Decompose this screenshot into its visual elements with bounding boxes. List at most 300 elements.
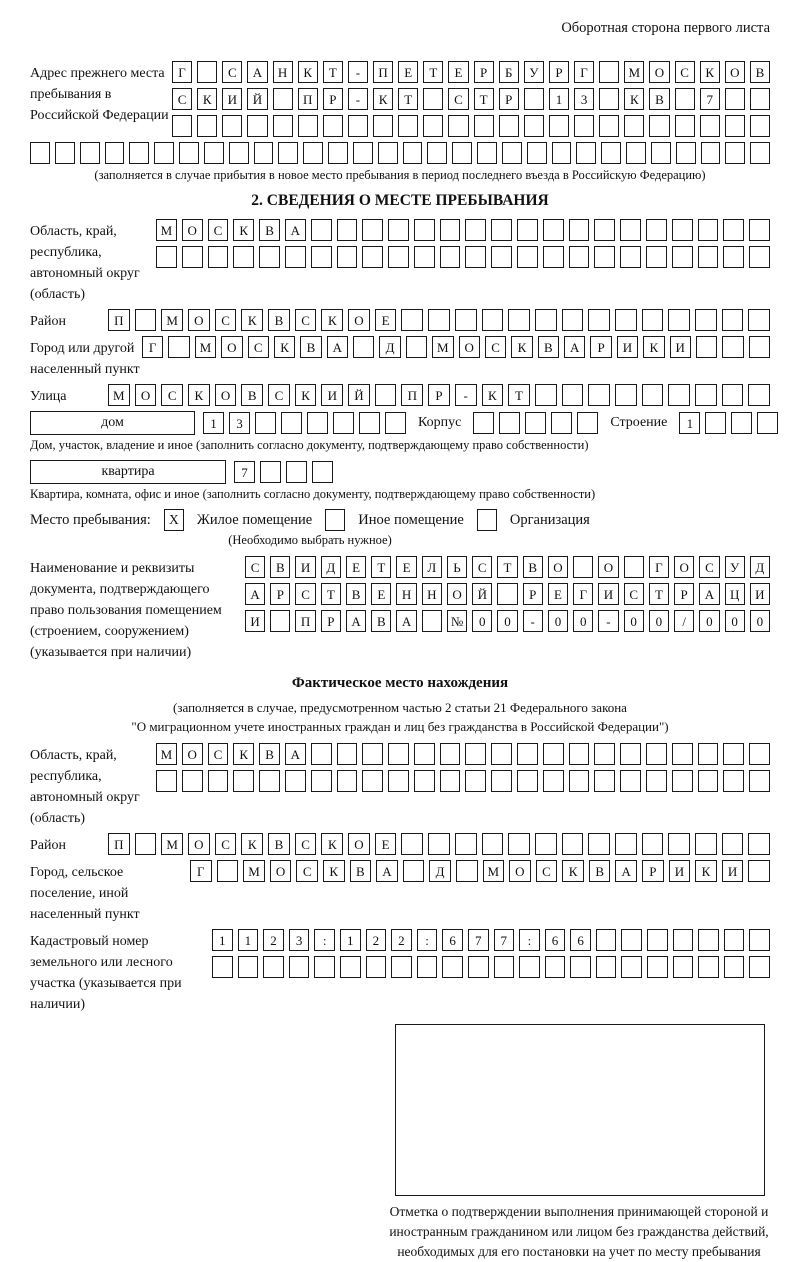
char-box <box>705 412 726 434</box>
char-box <box>154 142 174 164</box>
char-box <box>620 770 641 792</box>
char-box <box>333 412 354 434</box>
char-box <box>388 743 409 765</box>
char-box <box>278 142 298 164</box>
char-box <box>340 956 361 978</box>
char-box <box>105 142 125 164</box>
ownership-document-block <box>30 556 770 663</box>
apartment-row <box>30 460 770 484</box>
char-box <box>698 743 719 765</box>
char-box: Л <box>422 556 442 578</box>
char-box <box>233 770 254 792</box>
char-box: О <box>649 61 669 83</box>
char-box: Д <box>429 860 451 882</box>
char-box <box>668 833 690 855</box>
char-box: У <box>524 61 544 83</box>
char-row <box>108 833 770 855</box>
char-box: М <box>156 743 177 765</box>
char-box <box>700 115 720 137</box>
char-box: Й <box>472 583 492 605</box>
char-box <box>474 115 494 137</box>
char-box: Б <box>499 61 519 83</box>
char-box: Р <box>270 583 290 605</box>
char-box <box>362 246 383 268</box>
char-box: В <box>589 860 611 882</box>
char-box <box>204 142 224 164</box>
char-box <box>646 219 667 241</box>
zhiloe-label: Жилое помещение <box>196 511 313 528</box>
char-box: И <box>222 88 242 110</box>
char-box <box>642 833 664 855</box>
char-box: : <box>519 929 540 951</box>
char-box: 0 <box>649 610 669 632</box>
char-box <box>508 309 530 331</box>
char-box <box>549 115 569 137</box>
char-box <box>378 142 398 164</box>
char-box: А <box>564 336 585 358</box>
char-box <box>624 115 644 137</box>
char-box <box>323 115 343 137</box>
char-box: И <box>670 336 691 358</box>
char-box <box>229 142 249 164</box>
char-box <box>359 412 380 434</box>
char-box <box>135 833 157 855</box>
char-box <box>314 956 335 978</box>
char-box <box>259 770 280 792</box>
house-row <box>30 411 770 435</box>
char-box: С <box>675 61 695 83</box>
char-box <box>197 115 217 137</box>
char-box <box>646 246 667 268</box>
char-box: Р <box>590 336 611 358</box>
district-block <box>30 309 770 332</box>
char-box: О <box>674 556 694 578</box>
char-box: 7 <box>700 88 720 110</box>
char-box <box>535 309 557 331</box>
char-box: О <box>447 583 467 605</box>
char-box <box>620 246 641 268</box>
char-box <box>428 309 450 331</box>
char-box <box>311 246 332 268</box>
char-box <box>676 142 696 164</box>
char-box: П <box>108 833 130 855</box>
char-box: 1 <box>212 929 233 951</box>
char-row <box>245 583 770 605</box>
char-box: Т <box>323 61 343 83</box>
char-box <box>440 743 461 765</box>
char-box: Т <box>398 88 418 110</box>
stay-type-label: Место пребывания: <box>30 511 151 528</box>
city-block <box>30 336 770 380</box>
char-box <box>698 956 719 978</box>
char-box: А <box>285 219 306 241</box>
char-box: / <box>674 610 694 632</box>
char-box: - <box>348 61 368 83</box>
char-box <box>468 956 489 978</box>
char-box: П <box>298 88 318 110</box>
char-box <box>456 860 478 882</box>
char-box <box>588 309 610 331</box>
char-box: М <box>483 860 505 882</box>
char-box: Д <box>379 336 400 358</box>
char-box: С <box>295 833 317 855</box>
char-box <box>30 142 50 164</box>
char-box: Р <box>674 583 694 605</box>
char-box: С <box>208 219 229 241</box>
city-label: Город или другой населенный пункт <box>30 341 140 377</box>
char-box <box>722 336 743 358</box>
stroenie-label: Строение <box>610 415 668 430</box>
char-box <box>527 142 547 164</box>
district-label: Район <box>30 314 66 329</box>
char-box: К <box>298 61 318 83</box>
char-box <box>646 743 667 765</box>
char-box: Р <box>428 384 450 406</box>
char-box <box>255 412 276 434</box>
char-box: К <box>241 309 263 331</box>
char-box: Е <box>398 61 418 83</box>
char-box: С <box>172 88 192 110</box>
char-box <box>675 88 695 110</box>
char-box <box>414 219 435 241</box>
char-box: О <box>598 556 618 578</box>
char-box <box>668 309 690 331</box>
char-box: М <box>195 336 216 358</box>
char-box: Р <box>549 61 569 83</box>
char-box <box>723 246 744 268</box>
char-box: О <box>548 556 568 578</box>
apartment-type-box: квартира <box>30 460 226 484</box>
char-box <box>238 956 259 978</box>
char-box <box>673 929 694 951</box>
char-box <box>725 88 745 110</box>
char-box: 2 <box>263 929 284 951</box>
char-box <box>477 142 497 164</box>
char-box <box>562 309 584 331</box>
char-box: К <box>197 88 217 110</box>
char-box <box>388 246 409 268</box>
char-box: 3 <box>289 929 310 951</box>
char-box: П <box>108 309 130 331</box>
stay-type-row <box>30 509 770 531</box>
char-box: Т <box>423 61 443 83</box>
char-box <box>569 246 590 268</box>
char-box <box>748 384 770 406</box>
char-box <box>172 115 192 137</box>
char-box: К <box>511 336 532 358</box>
char-box <box>543 743 564 765</box>
char-box <box>543 246 564 268</box>
char-box: Е <box>448 61 468 83</box>
korpus-label: Корпус <box>418 415 462 430</box>
char-box <box>573 556 593 578</box>
char-box: - <box>348 88 368 110</box>
char-box <box>722 384 744 406</box>
char-box: 0 <box>725 610 745 632</box>
char-box <box>281 412 302 434</box>
char-box: 1 <box>549 88 569 110</box>
char-box <box>423 115 443 137</box>
stroenie-cells <box>679 412 778 434</box>
char-box: Д <box>321 556 341 578</box>
char-box <box>491 770 512 792</box>
char-box <box>491 246 512 268</box>
char-box: : <box>314 929 335 951</box>
char-box <box>524 88 544 110</box>
char-box: Р <box>642 860 664 882</box>
char-box <box>519 956 540 978</box>
char-box: Р <box>499 88 519 110</box>
org-label: Организация <box>509 511 590 528</box>
char-box <box>197 61 217 83</box>
char-row <box>172 88 770 110</box>
actual-district-block <box>30 833 770 856</box>
char-box <box>491 219 512 241</box>
char-box: Р <box>321 610 341 632</box>
char-box: - <box>598 610 618 632</box>
char-box <box>375 384 397 406</box>
char-box <box>465 246 486 268</box>
char-row <box>156 246 770 268</box>
char-box <box>348 115 368 137</box>
char-box <box>723 743 744 765</box>
char-box: С <box>472 556 492 578</box>
char-box: С <box>248 336 269 358</box>
char-box <box>406 336 427 358</box>
char-box: В <box>270 556 290 578</box>
char-box: К <box>274 336 295 358</box>
char-box <box>594 219 615 241</box>
char-box: В <box>241 384 263 406</box>
char-box: М <box>161 833 183 855</box>
previous-address-label: Адрес прежнего места пребывания в Российской Федерации <box>30 66 169 123</box>
char-box: А <box>699 583 719 605</box>
char-box <box>620 219 641 241</box>
char-box: С <box>245 556 265 578</box>
char-box <box>388 770 409 792</box>
char-box <box>448 115 468 137</box>
char-box <box>135 309 157 331</box>
char-box <box>362 743 383 765</box>
char-box <box>440 770 461 792</box>
char-box <box>649 115 669 137</box>
char-box: 0 <box>699 610 719 632</box>
char-box: О <box>188 833 210 855</box>
char-box: Н <box>273 61 293 83</box>
char-box: Г <box>142 336 163 358</box>
char-box <box>723 219 744 241</box>
char-box <box>749 770 770 792</box>
char-box: М <box>161 309 183 331</box>
char-box <box>749 743 770 765</box>
char-box <box>212 956 233 978</box>
char-box <box>465 219 486 241</box>
char-row <box>108 309 770 331</box>
char-box: В <box>259 743 280 765</box>
apartment-number-cells <box>234 461 333 483</box>
char-box: Ц <box>725 583 745 605</box>
house-note: Дом, участок, владение и иное (заполнить согласно документу, подтверждающему право собственности) <box>30 438 589 452</box>
char-box: С <box>295 309 317 331</box>
char-row-full-width <box>30 142 770 164</box>
char-box: К <box>562 860 584 882</box>
char-box: Т <box>474 88 494 110</box>
char-box <box>620 743 641 765</box>
char-box <box>473 412 494 434</box>
actual-region-block <box>30 743 770 829</box>
char-box <box>543 770 564 792</box>
char-box: А <box>346 610 366 632</box>
char-box: И <box>295 556 315 578</box>
char-box: В <box>649 88 669 110</box>
char-box <box>273 115 293 137</box>
char-box <box>551 412 572 434</box>
char-box <box>562 833 584 855</box>
char-box: С <box>222 61 242 83</box>
char-box <box>701 142 721 164</box>
char-box <box>594 770 615 792</box>
char-box <box>337 219 358 241</box>
char-box <box>668 384 690 406</box>
char-box: - <box>523 610 543 632</box>
char-box: И <box>617 336 638 358</box>
char-box <box>129 142 149 164</box>
char-box: В <box>538 336 559 358</box>
char-box: Е <box>375 833 397 855</box>
section2-title: 2. СВЕДЕНИЯ О МЕСТЕ ПРЕБЫВАНИЯ <box>251 192 549 209</box>
char-box <box>491 743 512 765</box>
char-box <box>698 219 719 241</box>
char-box: К <box>188 384 210 406</box>
char-box: 0 <box>548 610 568 632</box>
char-box <box>615 833 637 855</box>
char-box <box>535 833 557 855</box>
char-box: К <box>624 88 644 110</box>
char-box <box>588 384 610 406</box>
char-box <box>497 583 517 605</box>
char-box: : <box>417 929 438 951</box>
char-box: А <box>327 336 348 358</box>
char-box: Г <box>574 61 594 83</box>
char-box: К <box>241 833 263 855</box>
char-box <box>55 142 75 164</box>
char-box: 7 <box>234 461 255 483</box>
korpus-cells <box>473 412 598 434</box>
char-box: С <box>485 336 506 358</box>
char-box <box>695 833 717 855</box>
char-box <box>312 461 333 483</box>
char-box: В <box>371 610 391 632</box>
char-box: О <box>135 384 157 406</box>
char-box <box>599 61 619 83</box>
char-box <box>273 88 293 110</box>
char-box: 1 <box>340 929 361 951</box>
char-box: О <box>725 61 745 83</box>
char-box <box>599 115 619 137</box>
char-box <box>465 770 486 792</box>
char-row <box>108 384 770 406</box>
char-box: 7 <box>494 929 515 951</box>
char-box <box>624 556 644 578</box>
char-box: И <box>598 583 618 605</box>
char-box <box>749 246 770 268</box>
char-box: Н <box>422 583 442 605</box>
char-box <box>695 384 717 406</box>
char-box <box>517 219 538 241</box>
char-box: Е <box>375 309 397 331</box>
char-row <box>156 770 770 792</box>
char-box <box>366 956 387 978</box>
char-box <box>179 142 199 164</box>
char-box: Т <box>649 583 669 605</box>
char-box: П <box>401 384 423 406</box>
char-box: О <box>270 860 292 882</box>
char-box <box>750 142 770 164</box>
char-box <box>574 115 594 137</box>
char-box <box>401 309 423 331</box>
char-box: К <box>482 384 504 406</box>
char-box: С <box>268 384 290 406</box>
char-box: Г <box>649 556 669 578</box>
char-box: А <box>285 743 306 765</box>
char-box <box>596 956 617 978</box>
char-box <box>182 246 203 268</box>
char-box: В <box>268 833 290 855</box>
char-box <box>388 219 409 241</box>
char-box <box>601 142 621 164</box>
actual-region-label: Область, край, республика, автономный округ (область) <box>30 748 140 826</box>
char-box <box>337 770 358 792</box>
char-box: В <box>300 336 321 358</box>
actual-location-note-2: "О миграционном учете иностранных граждан и лиц без гражданства в Российской Федерации") <box>131 719 669 734</box>
char-box: С <box>215 833 237 855</box>
char-box: Д <box>750 556 770 578</box>
char-box: В <box>268 309 290 331</box>
char-box <box>569 770 590 792</box>
previous-address-note: (заполняется в случае прибытия в новое место пребывания в период последнего въезда в Российскую Федерацию) <box>94 168 706 182</box>
char-box <box>672 246 693 268</box>
char-box <box>615 384 637 406</box>
char-box <box>750 115 770 137</box>
char-box: О <box>348 833 370 855</box>
char-box <box>233 246 254 268</box>
char-row <box>142 336 770 358</box>
char-box <box>517 743 538 765</box>
char-box: К <box>373 88 393 110</box>
char-box <box>524 115 544 137</box>
char-box: Г <box>190 860 212 882</box>
char-row <box>172 115 770 137</box>
cadastral-label: Кадастровый номер земельного или лесного участка (указывается при наличии) <box>30 934 182 1012</box>
char-box <box>545 956 566 978</box>
actual-location-note-1: (заполняется в случае, предусмотренном частью 2 статьи 21 Федерального закона <box>173 700 627 715</box>
char-box <box>289 956 310 978</box>
char-box: Т <box>371 556 391 578</box>
char-box: С <box>208 743 229 765</box>
char-box <box>642 384 664 406</box>
char-box: 3 <box>574 88 594 110</box>
char-box: 1 <box>238 929 259 951</box>
char-box: 1 <box>679 412 700 434</box>
char-box <box>749 956 770 978</box>
char-box <box>391 956 412 978</box>
char-box <box>270 610 290 632</box>
char-box: А <box>615 860 637 882</box>
char-box <box>414 246 435 268</box>
char-box <box>482 309 504 331</box>
char-row <box>212 929 770 951</box>
char-box: Г <box>172 61 192 83</box>
